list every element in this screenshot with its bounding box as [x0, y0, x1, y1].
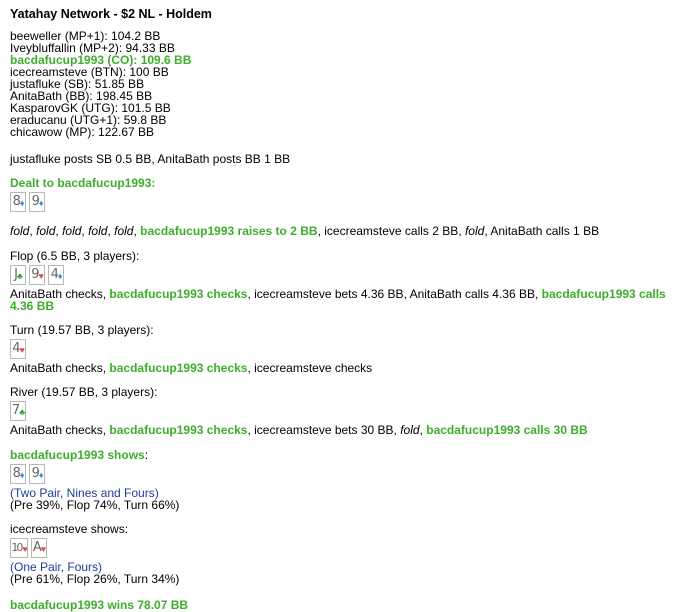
preflop-actions: fold, fold, fold, fold, fold, bacdafucup1993 raises to 2 BB, icecreamsteve calls 2 BB, fold, AnitaBath calls 1 BB	[10, 224, 600, 238]
playing-card: 9 ♦	[29, 464, 45, 484]
seat-item: KasparovGK (UTG): 101.5 BB	[10, 101, 171, 115]
playing-card: A ♥	[31, 538, 47, 558]
shown-cards	[10, 464, 690, 484]
seat-item: icecreamsteve (BTN): 100 BB	[10, 65, 169, 79]
hero-action: bacdafucup1993 calls 30 BB	[426, 423, 588, 437]
flop-cards	[10, 265, 690, 285]
seat-item: AnitaBath (BB): 198.45 BB	[10, 89, 153, 103]
playing-card: 7 ♣	[10, 401, 26, 421]
turn-section	[10, 324, 690, 374]
action-fold: fold	[36, 224, 56, 238]
shown-cards	[10, 538, 690, 558]
flop-actions: AnitaBath checks, bacdafucup1993 checks, icecreamsteve bets 4.36 BB, AnitaBath calls 4.36 BB, bacdafucup1993 calls 4.36 BB	[10, 287, 666, 313]
action: icecreamsteve calls 2 BB	[324, 224, 459, 238]
equity-line: (Pre 61%, Flop 26%, Turn 34%)	[10, 572, 180, 586]
playing-card: J ♣	[10, 265, 26, 285]
action-fold: fold	[62, 224, 82, 238]
hero-action: bacdafucup1993 calls 4.36 BB	[10, 287, 666, 313]
river-cards	[10, 401, 690, 421]
hole-cards	[10, 192, 690, 212]
result-line: bacdafucup1993 wins 78.07 BB	[10, 598, 189, 612]
playing-card: 4 ♥	[10, 339, 26, 359]
playing-card: 8 ♦	[10, 192, 26, 212]
hero-action: bacdafucup1993 raises to 2 BB	[140, 224, 318, 238]
action: AnitaBath calls 1 BB	[490, 224, 600, 238]
seat-list	[10, 30, 690, 138]
dealt-section	[10, 177, 690, 212]
showdown-label: icecreamsteve shows:	[10, 522, 129, 536]
river-section	[10, 386, 690, 436]
playing-card: 10 ♥	[10, 538, 28, 558]
river-label: River (19.57 BB, 3 players):	[10, 385, 158, 399]
playing-card: 8 ♦	[10, 464, 26, 484]
showdown-villain	[10, 523, 690, 585]
river-actions: AnitaBath checks, bacdafucup1993 checks, icecreamsteve bets 30 BB, fold, bacdafucup1993 calls 30 BB	[10, 423, 588, 437]
showdown-label: bacdafucup1993 shows:	[10, 448, 149, 462]
action-fold: fold	[88, 224, 108, 238]
turn-cards	[10, 339, 690, 359]
page-title: Yatahay Network - $2 NL - Holdem	[10, 7, 212, 21]
seat-item: beeweller (MP+1): 104.2 BB	[10, 29, 161, 43]
playing-card: 4 ♦	[48, 265, 64, 285]
turn-label: Turn (19.57 BB, 3 players):	[10, 323, 154, 337]
equity-line: (Pre 39%, Flop 74%, Turn 66%)	[10, 498, 180, 512]
blinds-line: justafluke posts SB 0.5 BB, AnitaBath posts BB 1 BB	[10, 152, 291, 166]
seat-item: eraducanu (UTG+1): 59.8 BB	[10, 113, 167, 127]
hand-description: (One Pair, Fours)	[10, 560, 103, 574]
turn-actions: AnitaBath checks, bacdafucup1993 checks, icecreamsteve checks	[10, 361, 373, 375]
seat-item-hero: bacdafucup1993 (CO): 109.6 BB	[10, 53, 192, 67]
seat-item: chicawow (MP): 122.67 BB	[10, 125, 155, 139]
hero-action: bacdafucup1993 checks	[109, 287, 248, 301]
flop-section	[10, 250, 690, 312]
hand-description: (Two Pair, Nines and Fours)	[10, 486, 159, 500]
hero-action: bacdafucup1993 checks	[109, 423, 248, 437]
showdown-hero	[10, 449, 690, 511]
seat-item: justafluke (SB): 51.85 BB	[10, 77, 145, 91]
hero-action: bacdafucup1993 checks	[109, 361, 248, 375]
seat-item: Iveybluffallin (MP+2): 94.33 BB	[10, 41, 175, 55]
action-fold: fold	[464, 224, 485, 238]
action-fold: fold	[10, 224, 30, 238]
action-fold: fold	[114, 224, 134, 238]
playing-card: 9 ♥	[29, 265, 45, 285]
dealt-label: Dealt to bacdafucup1993:	[10, 176, 156, 190]
flop-label: Flop (6.5 BB, 3 players):	[10, 249, 140, 263]
playing-card: 9 ♦	[29, 192, 45, 212]
